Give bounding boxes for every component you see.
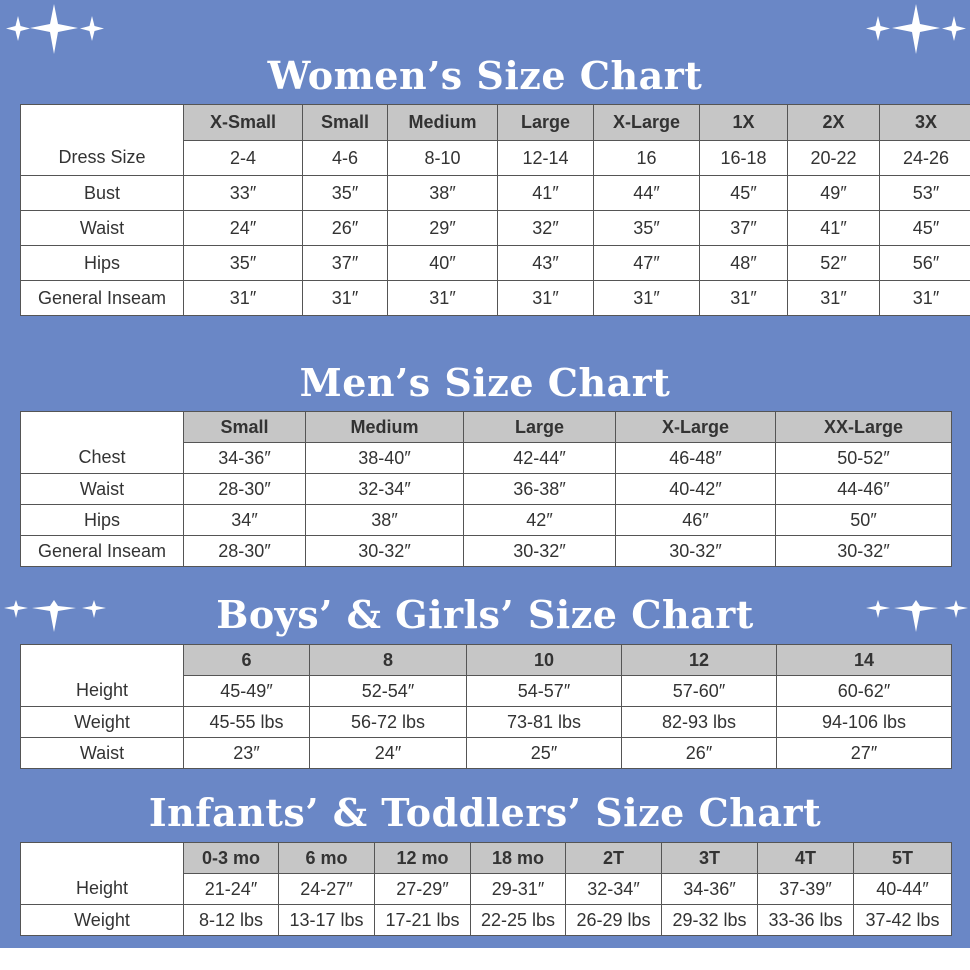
kids-size-header: 6 xyxy=(184,645,310,676)
table-cell: 30-32″ xyxy=(616,536,776,567)
table-row xyxy=(21,738,952,769)
women-size-header: 2X xyxy=(788,105,880,141)
table-row xyxy=(21,176,970,211)
row-label: Chest xyxy=(21,443,184,474)
table-cell: 38″ xyxy=(388,176,498,211)
table-cell: 35″ xyxy=(303,176,388,211)
row-label: Waist xyxy=(21,211,184,246)
table-row xyxy=(21,141,970,176)
table-row xyxy=(21,536,952,567)
infants-corner-cell xyxy=(21,843,184,874)
table-cell: 37″ xyxy=(303,246,388,281)
kids-chart-title: Boys’ & Girls’ Size Chart xyxy=(216,592,754,637)
infants-size-header: 6 mo xyxy=(279,843,375,874)
sparkle-icon xyxy=(6,16,30,41)
table-cell: 82-93 lbs xyxy=(622,707,777,738)
table-cell: 43″ xyxy=(498,246,594,281)
table-cell: 2-4 xyxy=(184,141,303,176)
kids-size-table xyxy=(20,644,952,769)
table-cell: 31″ xyxy=(880,281,970,316)
infants-header-row xyxy=(21,843,952,874)
table-row xyxy=(21,443,952,474)
table-row xyxy=(21,505,952,536)
table-cell: 24-27″ xyxy=(279,874,375,905)
row-label: Height xyxy=(21,676,184,707)
women-size-header: 3X xyxy=(880,105,970,141)
table-cell: 28-30″ xyxy=(184,474,306,505)
table-cell: 53″ xyxy=(880,176,970,211)
table-cell: 32-34″ xyxy=(306,474,464,505)
men-corner-cell xyxy=(21,412,184,443)
row-label: Waist xyxy=(21,474,184,505)
table-cell: 56″ xyxy=(880,246,970,281)
table-cell: 42″ xyxy=(464,505,616,536)
table-cell: 45″ xyxy=(700,176,788,211)
table-cell: 41″ xyxy=(788,211,880,246)
table-cell: 12-14 xyxy=(498,141,594,176)
men-size-header: XX-Large xyxy=(776,412,952,443)
infants-size-header: 18 mo xyxy=(471,843,566,874)
table-cell: 45-55 lbs xyxy=(184,707,310,738)
table-cell: 29″ xyxy=(388,211,498,246)
table-cell: 45″ xyxy=(880,211,970,246)
row-label: Height xyxy=(21,874,184,905)
table-row xyxy=(21,707,952,738)
table-cell: 20-22 xyxy=(788,141,880,176)
row-label: Hips xyxy=(21,246,184,281)
table-cell: 29-32 lbs xyxy=(662,905,758,936)
table-cell: 27-29″ xyxy=(375,874,471,905)
table-cell: 28-30″ xyxy=(184,536,306,567)
table-cell: 50-52″ xyxy=(776,443,952,474)
kids-corner-cell xyxy=(21,645,184,676)
table-cell: 37″ xyxy=(700,211,788,246)
table-cell: 16 xyxy=(594,141,700,176)
table-cell: 26″ xyxy=(303,211,388,246)
table-cell: 24-26 xyxy=(880,141,970,176)
sparkle-icon xyxy=(942,16,966,41)
row-label: Weight xyxy=(21,707,184,738)
table-cell: 34-36″ xyxy=(662,874,758,905)
table-cell: 30-32″ xyxy=(464,536,616,567)
infants-size-header: 5T xyxy=(854,843,952,874)
table-cell: 94-106 lbs xyxy=(777,707,952,738)
table-cell: 47″ xyxy=(594,246,700,281)
table-cell: 40″ xyxy=(388,246,498,281)
table-cell: 31″ xyxy=(594,281,700,316)
table-row xyxy=(21,676,952,707)
table-cell: 16-18 xyxy=(700,141,788,176)
kids-size-header: 12 xyxy=(622,645,777,676)
table-cell: 26-29 lbs xyxy=(566,905,662,936)
table-cell: 40-42″ xyxy=(616,474,776,505)
men-chart-title: Men’s Size Chart xyxy=(299,360,671,405)
infants-size-header: 3T xyxy=(662,843,758,874)
table-cell: 38″ xyxy=(306,505,464,536)
table-cell: 37-39″ xyxy=(758,874,854,905)
table-cell: 21-24″ xyxy=(184,874,279,905)
row-label: Bust xyxy=(21,176,184,211)
table-cell: 26″ xyxy=(622,738,777,769)
table-cell: 31″ xyxy=(184,281,303,316)
table-cell: 54-57″ xyxy=(467,676,622,707)
table-cell: 29-31″ xyxy=(471,874,566,905)
table-cell: 45-49″ xyxy=(184,676,310,707)
kids-size-header: 10 xyxy=(467,645,622,676)
table-cell: 35″ xyxy=(594,211,700,246)
table-cell: 33″ xyxy=(184,176,303,211)
table-cell: 24″ xyxy=(310,738,467,769)
table-row xyxy=(21,874,952,905)
table-cell: 56-72 lbs xyxy=(310,707,467,738)
row-label: Waist xyxy=(21,738,184,769)
table-cell: 31″ xyxy=(700,281,788,316)
row-label: General Inseam xyxy=(21,281,184,316)
women-header-row xyxy=(21,105,970,141)
table-cell: 38-40″ xyxy=(306,443,464,474)
sparkle-icon-group-top-right xyxy=(864,2,968,58)
table-cell: 50″ xyxy=(776,505,952,536)
table-cell: 42-44″ xyxy=(464,443,616,474)
infants-size-table xyxy=(20,842,952,936)
table-cell: 32-34″ xyxy=(566,874,662,905)
infants-size-header: 2T xyxy=(566,843,662,874)
women-size-header: X-Large xyxy=(594,105,700,141)
table-cell: 34-36″ xyxy=(184,443,306,474)
table-cell: 27″ xyxy=(777,738,952,769)
women-chart-title: Women’s Size Chart xyxy=(267,53,703,98)
table-cell: 44″ xyxy=(594,176,700,211)
men-size-table xyxy=(20,411,952,567)
table-cell: 44-46″ xyxy=(776,474,952,505)
table-row xyxy=(21,281,970,316)
men-size-header: Small xyxy=(184,412,306,443)
bottom-strip xyxy=(0,948,970,970)
sparkle-icon xyxy=(80,16,104,41)
sparkle-icon xyxy=(866,16,890,41)
table-cell: 34″ xyxy=(184,505,306,536)
table-cell: 24″ xyxy=(184,211,303,246)
women-size-header: Large xyxy=(498,105,594,141)
infants-chart-title: Infants’ & Toddlers’ Size Chart xyxy=(148,790,822,835)
table-cell: 49″ xyxy=(788,176,880,211)
table-cell: 22-25 lbs xyxy=(471,905,566,936)
table-cell: 35″ xyxy=(184,246,303,281)
infants-size-header: 4T xyxy=(758,843,854,874)
table-cell: 41″ xyxy=(498,176,594,211)
table-cell: 52-54″ xyxy=(310,676,467,707)
kids-size-header: 14 xyxy=(777,645,952,676)
table-cell: 31″ xyxy=(303,281,388,316)
row-label: Hips xyxy=(21,505,184,536)
row-label: Dress Size xyxy=(21,141,184,176)
table-cell: 23″ xyxy=(184,738,310,769)
men-size-header: Large xyxy=(464,412,616,443)
table-cell: 46-48″ xyxy=(616,443,776,474)
table-cell: 31″ xyxy=(788,281,880,316)
kids-size-header: 8 xyxy=(310,645,467,676)
table-cell: 13-17 lbs xyxy=(279,905,375,936)
table-cell: 48″ xyxy=(700,246,788,281)
row-label: General Inseam xyxy=(21,536,184,567)
men-size-header: X-Large xyxy=(616,412,776,443)
men-size-header: Medium xyxy=(306,412,464,443)
kids-header-row xyxy=(21,645,952,676)
table-cell: 25″ xyxy=(467,738,622,769)
table-cell: 46″ xyxy=(616,505,776,536)
table-cell: 36-38″ xyxy=(464,474,616,505)
table-cell: 8-12 lbs xyxy=(184,905,279,936)
table-row xyxy=(21,474,952,505)
table-cell: 31″ xyxy=(498,281,594,316)
women-size-table xyxy=(20,104,970,316)
table-cell: 31″ xyxy=(388,281,498,316)
table-cell: 4-6 xyxy=(303,141,388,176)
table-cell: 37-42 lbs xyxy=(854,905,952,936)
sparkle-icon-group-top-left xyxy=(4,2,108,58)
women-size-header: X-Small xyxy=(184,105,303,141)
table-cell: 57-60″ xyxy=(622,676,777,707)
men-header-row xyxy=(21,412,952,443)
table-row xyxy=(21,246,970,281)
table-cell: 17-21 lbs xyxy=(375,905,471,936)
infants-size-header: 0-3 mo xyxy=(184,843,279,874)
sparkle-icon xyxy=(892,4,940,54)
table-row xyxy=(21,905,952,936)
table-cell: 40-44″ xyxy=(854,874,952,905)
women-size-header: 1X xyxy=(700,105,788,141)
table-cell: 8-10 xyxy=(388,141,498,176)
row-label: Weight xyxy=(21,905,184,936)
table-cell: 30-32″ xyxy=(776,536,952,567)
women-corner-cell xyxy=(21,105,184,141)
table-row xyxy=(21,211,970,246)
women-size-header: Medium xyxy=(388,105,498,141)
table-cell: 60-62″ xyxy=(777,676,952,707)
table-cell: 52″ xyxy=(788,246,880,281)
table-cell: 32″ xyxy=(498,211,594,246)
women-size-header: Small xyxy=(303,105,388,141)
infants-size-header: 12 mo xyxy=(375,843,471,874)
table-cell: 33-36 lbs xyxy=(758,905,854,936)
sparkle-icon xyxy=(30,4,78,54)
table-cell: 30-32″ xyxy=(306,536,464,567)
table-cell: 73-81 lbs xyxy=(467,707,622,738)
